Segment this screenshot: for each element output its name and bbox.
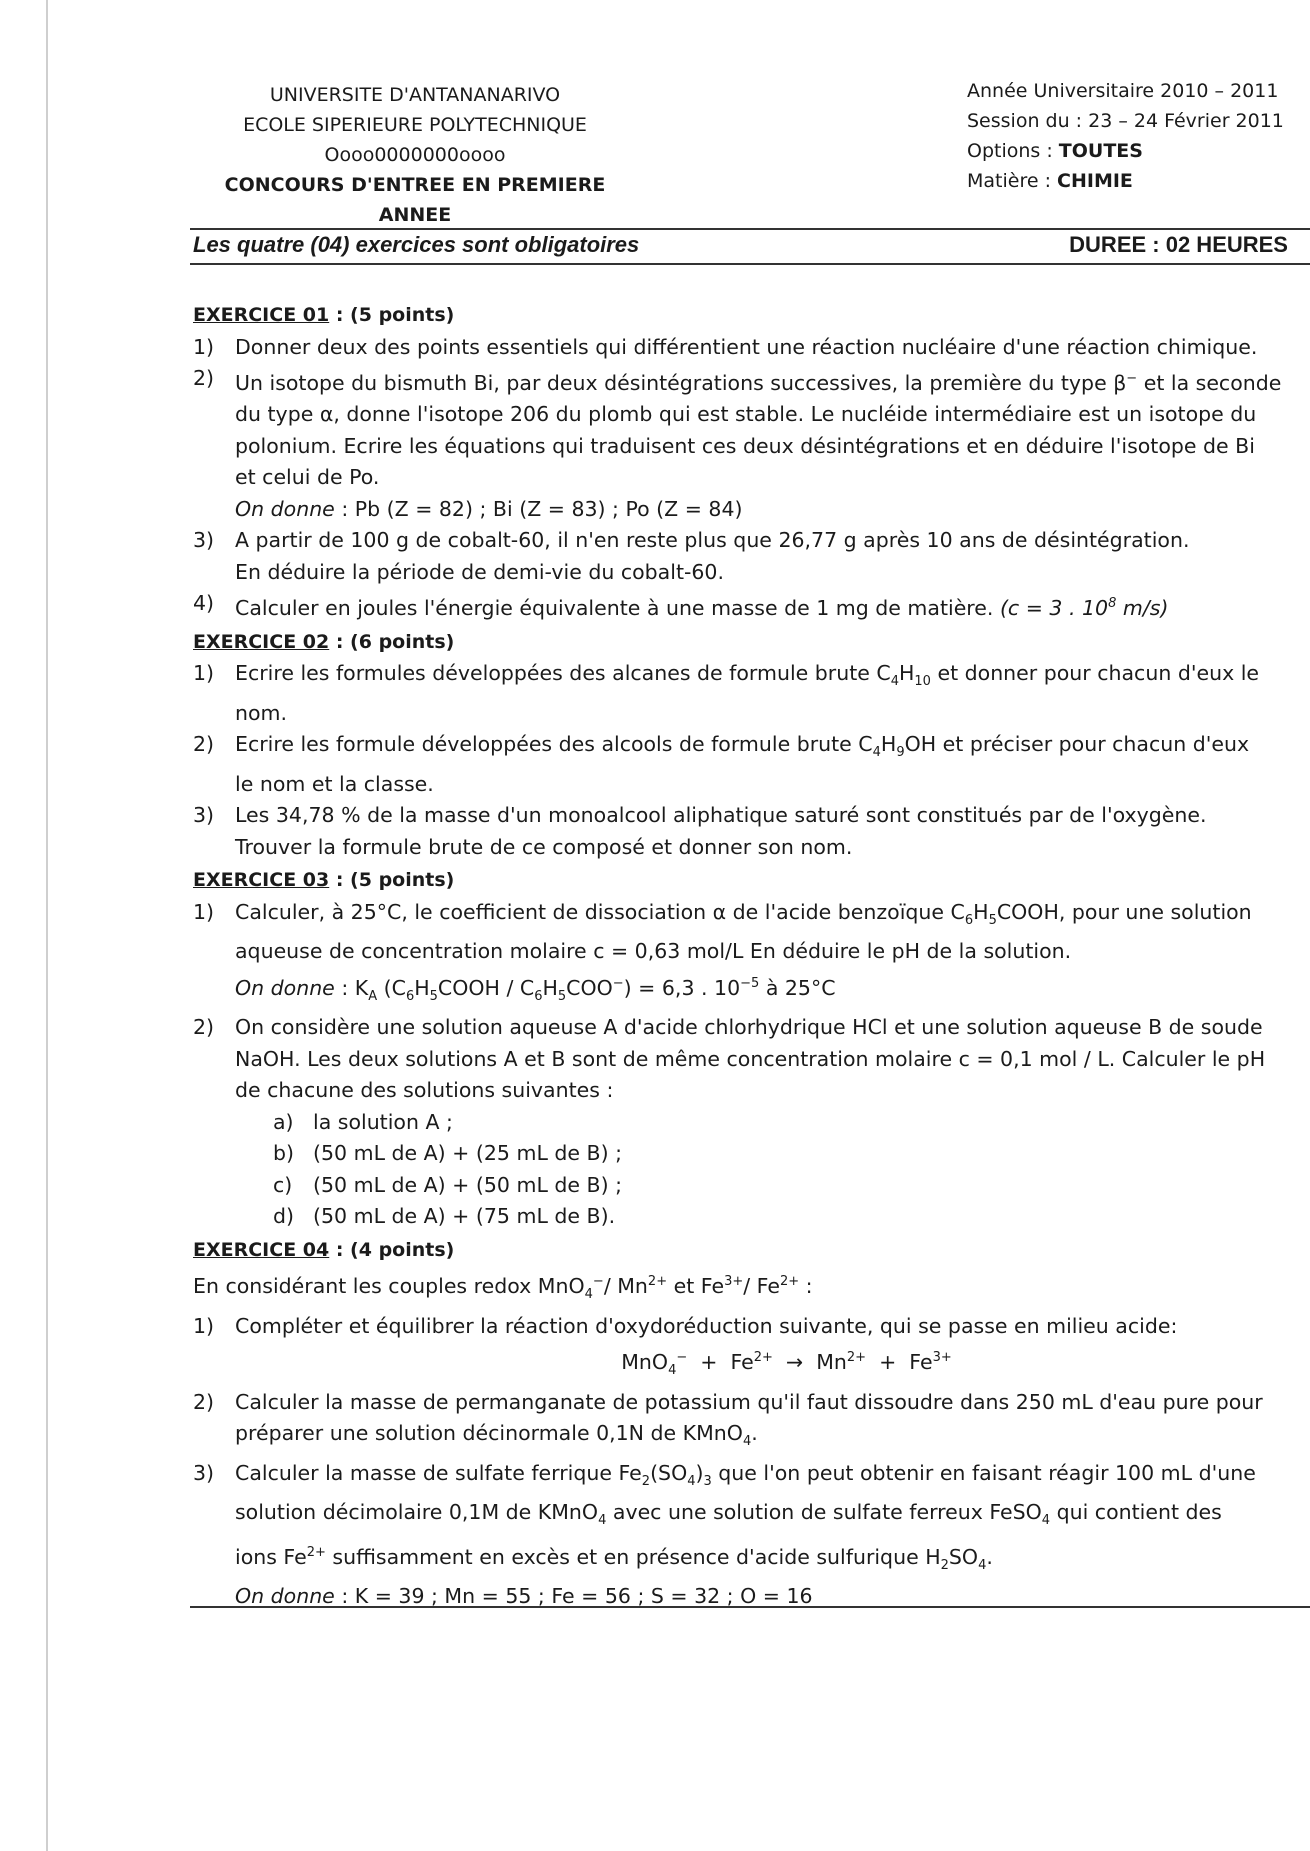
contest-title: CONCOURS D'ENTREE EN PREMIERE ANNEE <box>224 174 606 226</box>
ex3-sub-c: c) (50 mL de A) + (50 mL de B) ; <box>273 1172 623 1197</box>
ex3-sub-b: b) (50 mL de A) + (25 mL de B) ; <box>273 1141 623 1166</box>
ornament: Oooo0000000oooo <box>324 144 506 166</box>
ex3-question-2: 2) On considère une solution aqueuse A d'acide chlorhydrique HCl et une solution aqueuse B de soude NaOH. Les deux solutions A et B sont de même concentration molaire c = 0,1 mol / L. Calculer le pH de chacune des solutions suivantes : <box>193 1015 1266 1103</box>
exercise-3-title: EXERCICE 03 : (5 points) <box>193 869 455 892</box>
options: Options : TOUTES <box>967 140 1143 162</box>
session-dates: Session du : 23 – 24 Février 2011 <box>967 110 1284 132</box>
exercise-1-title: EXERCICE 01 : (5 points) <box>193 304 455 326</box>
exercise-2-title: EXERCICE 02 : (6 points) <box>193 630 455 653</box>
ex4-question-2: 2) Calculer la masse de permanganate de potassium qu'il faut dissoudre dans 250 mL d'eau pure pour préparer une solution décinormale 0,1N de KMnO$_4$. <box>193 1389 1263 1450</box>
ex1-question-1: 1) Donner deux des points essentiels qui différentient une réaction nucléaire d'une réaction chimique. <box>193 334 1258 359</box>
school-name: ECOLE SIPERIEURE POLYTECHNIQUE <box>243 114 587 136</box>
ex4-intro: En considérant les couples redox MnO$_4$−/ $Mn^{2+}$ et $Fe^{3+}/$ $Fe^{2+}$ : <box>193 1274 813 1303</box>
ex4-question-1: 1) Compléter et équilibrer la réaction d'oxydoréduction suivante, qui se passe en milieu acide: <box>193 1313 1178 1338</box>
instructions: Les quatre (04) exercices sont obligatoires <box>193 232 640 257</box>
header-right <box>967 76 1307 196</box>
banner-bottom-rule <box>190 263 1310 265</box>
ex2-question-3: 3) Les 34,78 % de la masse d'un monoalcool aliphatique saturé sont constitués par de l'oxygène. Trouver la formule brute de ce composé et donner son nom. <box>193 803 1207 859</box>
ex3-sub-a: a) la solution A ; <box>273 1109 453 1134</box>
ex1-question-3: 3) A partir de 100 g de cobalt-60, il n'en reste plus que 26,77 g après 10 ans de désintégration. En déduire la période de demi-vie du cobalt-60. <box>193 528 1190 584</box>
subject: Matière : CHIMIE <box>967 170 1133 192</box>
ex1-question-2: 2) Un isotope du bismuth Bi, par deux désintégrations successives, la première du type β− et la seconde du type α, donne l'isotope 206 du plomb qui est stable. Le nucléide intermédiaire est un isotope du polonium. Ecrire les équations qui traduisent ces deux désintégrations et en déduire l'isotope de Bi et celui de Po. On donne : Pb (Z = 82) ; Bi (Z = 83) ; Po (Z = 84) <box>193 366 1282 521</box>
ex2-question-1: 1) Ecrire les formules développées des alcanes de formule brute $C_4H_{10}$ et donner pour chacun d'eux le nom. <box>193 661 1260 725</box>
redox-equation: $MnO_4^- + Fe^{2+} \to Mn^{2+} + Fe^{3+}$ <box>621 1350 952 1379</box>
academic-year: Année Universitaire 2010 – 2011 <box>967 80 1279 102</box>
ex3-sub-d: d) (50 mL de A) + (75 mL de B). <box>273 1204 616 1229</box>
ex3-question-1: 1) Calculer, à 25°C, le coefficient de dissociation α de l'acide benzoïque $C_6H_5COOH$, pour une solution aqueuse de concentration molaire c = 0,63 mol/L En déduire le pH de la solution. On donne : $K_A$ $(C_6H_5COOH / C_6H_5COO^-) = 6,3$ . $10^{-5}$ à 25°C <box>193 899 1252 1004</box>
banner <box>193 232 1288 258</box>
ex2-question-2: 2) Ecrire les formule développées des alcools de formule brute $C_4H_9OH$ et préciser pour chacun d'eux le nom et la classe. <box>193 732 1250 796</box>
top-rule <box>190 228 1310 230</box>
page-edge <box>46 0 48 1851</box>
university-name: UNIVERSITE D'ANTANANARIVO <box>269 84 561 106</box>
exam-content <box>193 298 1310 1613</box>
ex1-question-4: 4) Calculer en joules l'énergie équivalente à une masse de 1 mg de matière. (c = 3 . $10^8$ m/s) <box>193 591 1169 621</box>
ex4-question-3: 3) Calculer la masse de sulfate ferrique $Fe_2(SO_4)_3$ que l'on peut obtenir en faisant réagir 100 mL d'une solution décimolaire 0,1M de KMnO$_4$ avec une solution de sulfate ferreux FeSO$_4$ qui contient des ions $Fe^{2+}$ suffisamment en excès et en présence d'acide sulfurique $H_2SO_4$. On donne : K = 39 ; Mn = 55 ; Fe = 56 ; S = 32 ; O = 16 <box>193 1460 1256 1609</box>
duration: DUREE : 02 HEURES <box>1069 232 1288 257</box>
exercise-4-title: EXERCICE 04 : (4 points) <box>193 1238 455 1261</box>
bottom-rule <box>190 1606 1310 1608</box>
header-left <box>190 80 640 230</box>
